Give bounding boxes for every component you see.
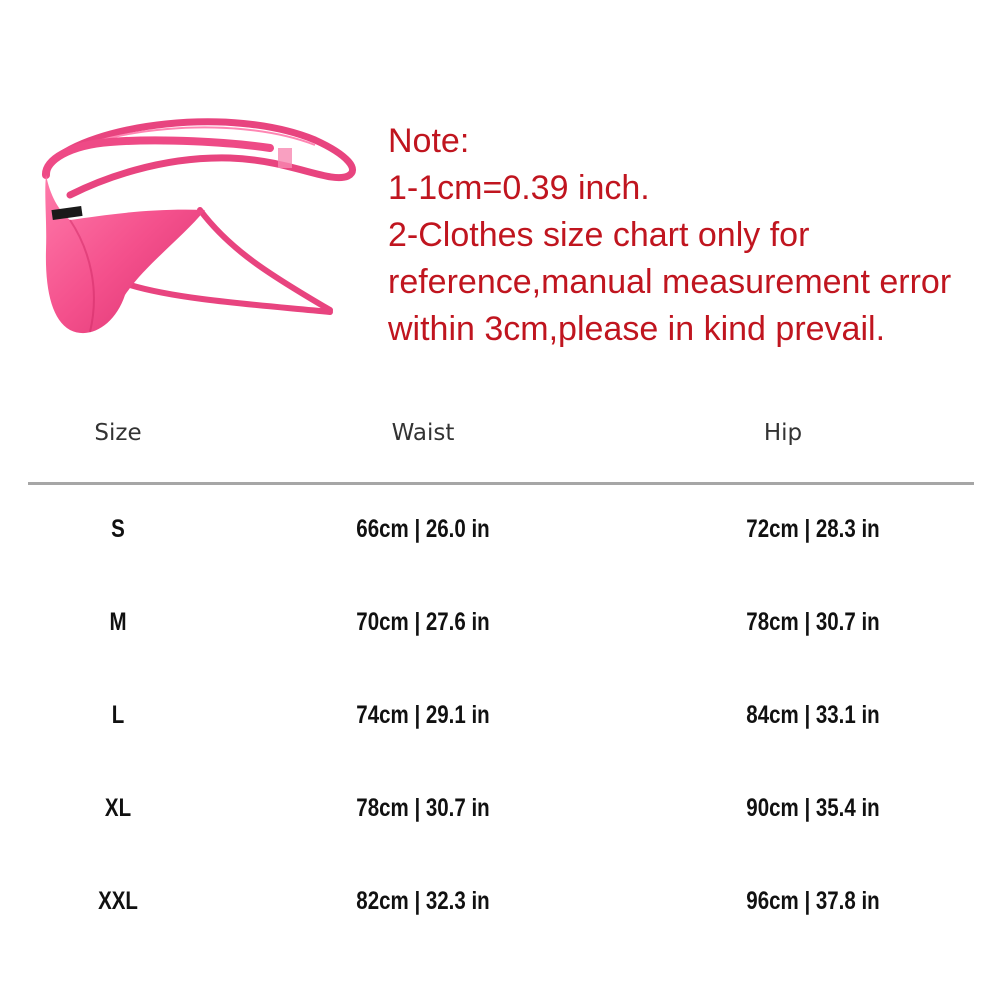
note-line-1: 1-1cm=0.39 inch.	[388, 169, 650, 207]
note-line-2: 2-Clothes size chart only for	[388, 216, 810, 254]
table-body	[28, 485, 974, 950]
cell-hip: 78cm | 30.7 in	[746, 608, 880, 636]
note-title: Note:	[388, 122, 470, 160]
underwear-icon	[30, 100, 370, 360]
table-row	[28, 764, 974, 857]
header-waist: Waist	[391, 420, 455, 446]
cell-waist: 74cm | 29.1 in	[356, 701, 490, 729]
cell-size: XL	[104, 794, 132, 822]
table-row	[28, 578, 974, 671]
header-hip: Hip	[763, 420, 803, 446]
cell-waist: 70cm | 27.6 in	[356, 608, 490, 636]
cell-waist: 78cm | 30.7 in	[356, 794, 490, 822]
size-note	[388, 118, 988, 353]
header-size: Size	[94, 420, 142, 446]
note-line-4: within 3cm,please in kind prevail.	[388, 310, 886, 348]
table-header	[28, 400, 974, 485]
table-row	[28, 857, 974, 950]
cell-size: L	[111, 701, 125, 729]
cell-hip: 90cm | 35.4 in	[746, 794, 880, 822]
size-chart-table	[28, 400, 974, 950]
table-row	[28, 671, 974, 764]
cell-size: S	[111, 515, 125, 543]
table-row	[28, 485, 974, 578]
product-image	[30, 100, 370, 360]
cell-waist: 66cm | 26.0 in	[356, 515, 490, 543]
cell-hip: 84cm | 33.1 in	[746, 701, 880, 729]
cell-hip: 72cm | 28.3 in	[746, 515, 880, 543]
cell-hip: 96cm | 37.8 in	[746, 887, 880, 915]
cell-waist: 82cm | 32.3 in	[356, 887, 490, 915]
cell-size: XXL	[98, 887, 138, 915]
note-line-3: reference,manual measurement error	[388, 263, 952, 301]
cell-size: M	[109, 608, 127, 636]
